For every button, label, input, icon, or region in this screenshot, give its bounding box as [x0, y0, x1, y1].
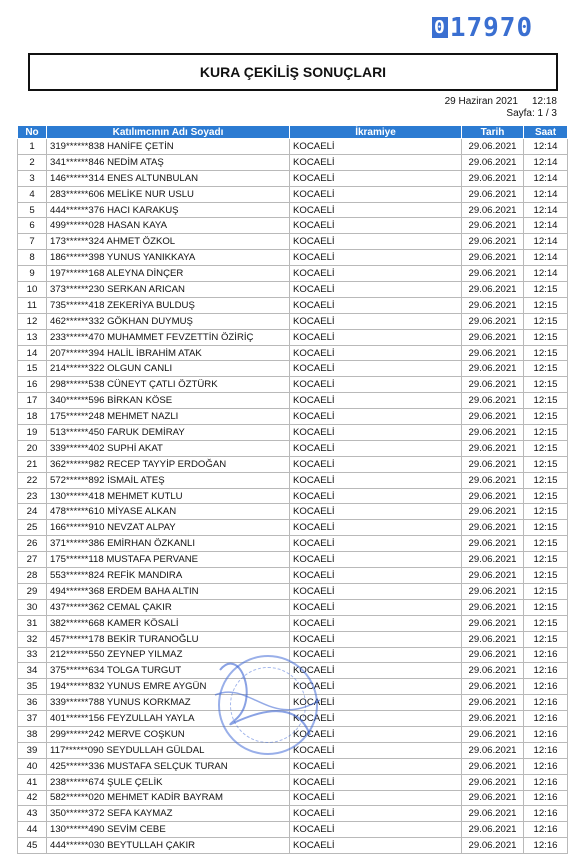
table-row: [18, 520, 568, 536]
cell-name: 572******892 İSMAİL ATEŞ: [47, 472, 290, 488]
cell-time: 12:15: [524, 504, 568, 520]
cell-time: 12:15: [524, 456, 568, 472]
cell-name: 173******324 AHMET ÖZKOL: [47, 234, 290, 250]
table-row: [18, 758, 568, 774]
page-indicator: Sayfa: 1 / 3: [506, 108, 557, 119]
cell-name: 175******118 MUSTAFA PERVANE: [47, 552, 290, 568]
cell-prize: KOCAELİ: [290, 726, 462, 742]
cell-time: 12:14: [524, 154, 568, 170]
results-table: [17, 125, 568, 854]
cell-time: 12:16: [524, 663, 568, 679]
cell-no: 35: [18, 679, 47, 695]
table-row: [18, 409, 568, 425]
cell-no: 18: [18, 409, 47, 425]
table-row: [18, 218, 568, 234]
cell-date: 29.06.2021: [462, 520, 524, 536]
cell-prize: KOCAELİ: [290, 711, 462, 727]
cell-date: 29.06.2021: [462, 631, 524, 647]
cell-name: 238******674 ŞULE ÇELİK: [47, 774, 290, 790]
cell-date: 29.06.2021: [462, 726, 524, 742]
cell-date: 29.06.2021: [462, 472, 524, 488]
cell-time: 12:16: [524, 822, 568, 838]
cell-prize: KOCAELİ: [290, 536, 462, 552]
table-row: [18, 711, 568, 727]
cell-date: 29.06.2021: [462, 409, 524, 425]
cell-name: 401******156 FEYZULLAH YAYLA: [47, 711, 290, 727]
cell-no: 10: [18, 282, 47, 298]
cell-no: 42: [18, 790, 47, 806]
cell-prize: KOCAELİ: [290, 583, 462, 599]
cell-prize: KOCAELİ: [290, 822, 462, 838]
cell-prize: KOCAELİ: [290, 377, 462, 393]
table-row: [18, 726, 568, 742]
table-row: [18, 663, 568, 679]
table-row: [18, 838, 568, 854]
cell-date: 29.06.2021: [462, 313, 524, 329]
table-row: [18, 313, 568, 329]
cell-time: 12:15: [524, 425, 568, 441]
cell-date: 29.06.2021: [462, 647, 524, 663]
cell-no: 4: [18, 186, 47, 202]
cell-no: 2: [18, 154, 47, 170]
cell-no: 44: [18, 822, 47, 838]
cell-no: 14: [18, 345, 47, 361]
cell-date: 29.06.2021: [462, 282, 524, 298]
table-row: [18, 774, 568, 790]
table-row: [18, 615, 568, 631]
table-row: [18, 377, 568, 393]
cell-no: 29: [18, 583, 47, 599]
cell-no: 26: [18, 536, 47, 552]
cell-prize: KOCAELİ: [290, 154, 462, 170]
cell-name: 350******372 SEFA KAYMAZ: [47, 806, 290, 822]
cell-date: 29.06.2021: [462, 568, 524, 584]
cell-prize: KOCAELİ: [290, 838, 462, 854]
cell-prize: KOCAELİ: [290, 186, 462, 202]
table-row: [18, 170, 568, 186]
cell-no: 39: [18, 742, 47, 758]
cell-prize: KOCAELİ: [290, 361, 462, 377]
cell-name: 283******606 MELİKE NUR USLU: [47, 186, 290, 202]
cell-prize: KOCAELİ: [290, 758, 462, 774]
cell-time: 12:15: [524, 472, 568, 488]
cell-name: 362******982 RECEP TAYYİP ERDOĞAN: [47, 456, 290, 472]
cell-name: 382******668 KAMER KÖSALİ: [47, 615, 290, 631]
cell-prize: KOCAELİ: [290, 568, 462, 584]
cell-name: 462******332 GÖKHAN DUYMUŞ: [47, 313, 290, 329]
cell-date: 29.06.2021: [462, 488, 524, 504]
table-row: [18, 266, 568, 282]
cell-no: 21: [18, 456, 47, 472]
cell-prize: KOCAELİ: [290, 297, 462, 313]
cell-prize: KOCAELİ: [290, 345, 462, 361]
cell-date: 29.06.2021: [462, 218, 524, 234]
page-title-text: KURA ÇEKİLİŞ SONUÇLARI: [199, 64, 387, 80]
cell-name: 166******910 NEVZAT ALPAY: [47, 520, 290, 536]
cell-name: 444******376 HACI KARAKUŞ: [47, 202, 290, 218]
cell-date: 29.06.2021: [462, 806, 524, 822]
table-row: [18, 631, 568, 647]
document-meta: [445, 96, 557, 120]
cell-time: 12:15: [524, 361, 568, 377]
cell-date: 29.06.2021: [462, 361, 524, 377]
cell-date: 29.06.2021: [462, 536, 524, 552]
table-row: [18, 329, 568, 345]
cell-date: 29.06.2021: [462, 599, 524, 615]
cell-no: 33: [18, 647, 47, 663]
cell-date: 29.06.2021: [462, 695, 524, 711]
cell-no: 24: [18, 504, 47, 520]
cell-no: 45: [18, 838, 47, 854]
stamp-prefix: 0: [434, 17, 446, 38]
cell-name: 299******242 MERVE COŞKUN: [47, 726, 290, 742]
cell-no: 13: [18, 329, 47, 345]
table-row: [18, 186, 568, 202]
cell-name: 437******362 CEMAL ÇAKIR: [47, 599, 290, 615]
table-row: [18, 345, 568, 361]
cell-no: 11: [18, 297, 47, 313]
cell-time: 12:14: [524, 170, 568, 186]
cell-time: 12:15: [524, 631, 568, 647]
cell-name: 444******030 BEYTULLAH ÇAKIR: [47, 838, 290, 854]
cell-date: 29.06.2021: [462, 170, 524, 186]
cell-prize: KOCAELİ: [290, 234, 462, 250]
cell-no: 1: [18, 139, 47, 155]
cell-no: 40: [18, 758, 47, 774]
cell-no: 28: [18, 568, 47, 584]
cell-date: 29.06.2021: [462, 297, 524, 313]
cell-date: 29.06.2021: [462, 742, 524, 758]
cell-name: 373******230 SERKAN ARICAN: [47, 282, 290, 298]
cell-time: 12:15: [524, 583, 568, 599]
cell-date: 29.06.2021: [462, 679, 524, 695]
cell-date: 29.06.2021: [462, 393, 524, 409]
table-row: [18, 583, 568, 599]
cell-name: 117******090 SEYDULLAH GÜLDAL: [47, 742, 290, 758]
cell-time: 12:14: [524, 250, 568, 266]
cell-prize: KOCAELİ: [290, 663, 462, 679]
cell-date: 29.06.2021: [462, 329, 524, 345]
cell-prize: KOCAELİ: [290, 329, 462, 345]
cell-no: 8: [18, 250, 47, 266]
cell-prize: KOCAELİ: [290, 266, 462, 282]
cell-date: 29.06.2021: [462, 266, 524, 282]
cell-date: 29.06.2021: [462, 186, 524, 202]
cell-date: 29.06.2021: [462, 790, 524, 806]
cell-no: 27: [18, 552, 47, 568]
cell-name: 233******470 MUHAMMET FEVZETTİN ÖZİRİÇ: [47, 329, 290, 345]
document-number-stamp: [432, 13, 533, 43]
cell-date: 29.06.2021: [462, 774, 524, 790]
cell-no: 32: [18, 631, 47, 647]
table-row: [18, 139, 568, 155]
cell-time: 12:15: [524, 488, 568, 504]
cell-name: 175******248 MEHMET NAZLI: [47, 409, 290, 425]
cell-date: 29.06.2021: [462, 504, 524, 520]
cell-no: 36: [18, 695, 47, 711]
cell-prize: KOCAELİ: [290, 520, 462, 536]
print-time: 12:18: [531, 96, 557, 107]
cell-time: 12:15: [524, 568, 568, 584]
cell-date: 29.06.2021: [462, 234, 524, 250]
table-row: [18, 250, 568, 266]
cell-prize: KOCAELİ: [290, 218, 462, 234]
table-row: [18, 297, 568, 313]
cell-no: 16: [18, 377, 47, 393]
table-row: [18, 361, 568, 377]
cell-prize: KOCAELİ: [290, 742, 462, 758]
table-row: [18, 568, 568, 584]
cell-name: 339******402 SUPHİ AKAT: [47, 440, 290, 456]
column-header-prize: İkramiye: [290, 126, 462, 139]
cell-time: 12:15: [524, 615, 568, 631]
table-row: [18, 282, 568, 298]
cell-time: 12:14: [524, 218, 568, 234]
cell-date: 29.06.2021: [462, 822, 524, 838]
cell-prize: KOCAELİ: [290, 456, 462, 472]
cell-name: 146******314 ENES ALTUNBULAN: [47, 170, 290, 186]
cell-time: 12:16: [524, 758, 568, 774]
cell-time: 12:14: [524, 234, 568, 250]
table-row: [18, 552, 568, 568]
cell-no: 15: [18, 361, 47, 377]
cell-no: 9: [18, 266, 47, 282]
cell-time: 12:16: [524, 695, 568, 711]
cell-no: 19: [18, 425, 47, 441]
table-row: [18, 695, 568, 711]
table-row: [18, 202, 568, 218]
cell-date: 29.06.2021: [462, 345, 524, 361]
cell-time: 12:16: [524, 806, 568, 822]
cell-prize: KOCAELİ: [290, 472, 462, 488]
cell-name: 197******168 ALEYNA DİNÇER: [47, 266, 290, 282]
table-row: [18, 536, 568, 552]
cell-time: 12:16: [524, 790, 568, 806]
cell-date: 29.06.2021: [462, 440, 524, 456]
page-title: [28, 53, 558, 91]
cell-name: 130******418 MEHMET KUTLU: [47, 488, 290, 504]
cell-no: 23: [18, 488, 47, 504]
cell-time: 12:15: [524, 282, 568, 298]
cell-time: 12:16: [524, 774, 568, 790]
table-row: [18, 393, 568, 409]
cell-no: 5: [18, 202, 47, 218]
cell-time: 12:16: [524, 838, 568, 854]
table-row: [18, 742, 568, 758]
column-header-date: Tarih: [462, 126, 524, 139]
table-row: [18, 679, 568, 695]
cell-date: 29.06.2021: [462, 456, 524, 472]
cell-time: 12:15: [524, 536, 568, 552]
cell-time: 12:15: [524, 329, 568, 345]
cell-no: 25: [18, 520, 47, 536]
cell-time: 12:15: [524, 552, 568, 568]
cell-name: 341******846 NEDİM ATAŞ: [47, 154, 290, 170]
cell-no: 37: [18, 711, 47, 727]
table-row: [18, 472, 568, 488]
cell-time: 12:16: [524, 679, 568, 695]
cell-name: 735******418 ZEKERİYA BULDUŞ: [47, 297, 290, 313]
cell-name: 457******178 BEKİR TURANOĞLU: [47, 631, 290, 647]
table-header-row: [18, 126, 568, 139]
cell-date: 29.06.2021: [462, 758, 524, 774]
cell-date: 29.06.2021: [462, 838, 524, 854]
column-header-time: Saat: [524, 126, 568, 139]
cell-date: 29.06.2021: [462, 377, 524, 393]
table-row: [18, 425, 568, 441]
cell-prize: KOCAELİ: [290, 409, 462, 425]
cell-prize: KOCAELİ: [290, 806, 462, 822]
cell-prize: KOCAELİ: [290, 425, 462, 441]
cell-no: 12: [18, 313, 47, 329]
cell-name: 186******398 YUNUS YANIKKAYA: [47, 250, 290, 266]
cell-no: 41: [18, 774, 47, 790]
cell-name: 298******538 CÜNEYT ÇATLI ÖZTÜRK: [47, 377, 290, 393]
cell-time: 12:15: [524, 297, 568, 313]
table-row: [18, 456, 568, 472]
cell-date: 29.06.2021: [462, 583, 524, 599]
cell-prize: KOCAELİ: [290, 695, 462, 711]
table-row: [18, 599, 568, 615]
cell-time: 12:15: [524, 377, 568, 393]
table-row: [18, 440, 568, 456]
cell-date: 29.06.2021: [462, 425, 524, 441]
column-header-no: No: [18, 126, 47, 139]
cell-date: 29.06.2021: [462, 711, 524, 727]
cell-prize: KOCAELİ: [290, 393, 462, 409]
cell-prize: KOCAELİ: [290, 250, 462, 266]
cell-time: 12:15: [524, 409, 568, 425]
cell-date: 29.06.2021: [462, 552, 524, 568]
cell-prize: KOCAELİ: [290, 139, 462, 155]
cell-time: 12:16: [524, 726, 568, 742]
cell-name: 425******336 MUSTAFA SELÇUK TURAN: [47, 758, 290, 774]
cell-time: 12:14: [524, 139, 568, 155]
cell-no: 38: [18, 726, 47, 742]
cell-no: 30: [18, 599, 47, 615]
table-row: [18, 822, 568, 838]
cell-time: 12:15: [524, 440, 568, 456]
cell-name: 319******838 HANİFE ÇETİN: [47, 139, 290, 155]
cell-name: 371******386 EMİRHAN ÖZKANLI: [47, 536, 290, 552]
cell-name: 582******020 MEHMET KADİR BAYRAM: [47, 790, 290, 806]
cell-no: 34: [18, 663, 47, 679]
cell-name: 212******550 ZEYNEP YILMAZ: [47, 647, 290, 663]
cell-name: 194******832 YUNUS EMRE AYGÜN: [47, 679, 290, 695]
cell-no: 3: [18, 170, 47, 186]
cell-time: 12:15: [524, 599, 568, 615]
cell-time: 12:15: [524, 345, 568, 361]
cell-prize: KOCAELİ: [290, 488, 462, 504]
cell-date: 29.06.2021: [462, 202, 524, 218]
table-row: [18, 806, 568, 822]
table-row: [18, 790, 568, 806]
cell-name: 214******322 OLGUN CANLI: [47, 361, 290, 377]
stamp-number: 17970: [449, 13, 534, 43]
table-row: [18, 154, 568, 170]
cell-no: 22: [18, 472, 47, 488]
cell-prize: KOCAELİ: [290, 631, 462, 647]
cell-time: 12:15: [524, 520, 568, 536]
cell-prize: KOCAELİ: [290, 679, 462, 695]
cell-no: 6: [18, 218, 47, 234]
cell-prize: KOCAELİ: [290, 790, 462, 806]
cell-prize: KOCAELİ: [290, 313, 462, 329]
cell-prize: KOCAELİ: [290, 170, 462, 186]
cell-name: 340******596 BİRKAN KÖSE: [47, 393, 290, 409]
cell-date: 29.06.2021: [462, 139, 524, 155]
print-date: 29 Haziran 2021: [444, 96, 518, 107]
cell-prize: KOCAELİ: [290, 504, 462, 520]
cell-time: 12:14: [524, 266, 568, 282]
cell-date: 29.06.2021: [462, 250, 524, 266]
cell-prize: KOCAELİ: [290, 615, 462, 631]
cell-name: 499******028 HASAN KAYA: [47, 218, 290, 234]
cell-no: 43: [18, 806, 47, 822]
cell-time: 12:15: [524, 393, 568, 409]
cell-name: 478******610 MİYASE ALKAN: [47, 504, 290, 520]
cell-no: 17: [18, 393, 47, 409]
cell-date: 29.06.2021: [462, 663, 524, 679]
table-body: [18, 139, 568, 854]
cell-name: 553******824 REFİK MANDIRA: [47, 568, 290, 584]
table-row: [18, 234, 568, 250]
cell-prize: KOCAELİ: [290, 647, 462, 663]
cell-name: 513******450 FARUK DEMİRAY: [47, 425, 290, 441]
cell-date: 29.06.2021: [462, 154, 524, 170]
cell-prize: KOCAELİ: [290, 282, 462, 298]
cell-time: 12:15: [524, 313, 568, 329]
cell-time: 12:14: [524, 202, 568, 218]
table-row: [18, 488, 568, 504]
cell-time: 12:16: [524, 711, 568, 727]
cell-time: 12:14: [524, 186, 568, 202]
cell-prize: KOCAELİ: [290, 202, 462, 218]
cell-date: 29.06.2021: [462, 615, 524, 631]
cell-time: 12:16: [524, 742, 568, 758]
column-header-name: Katılımcının Adı Soyadı: [47, 126, 290, 139]
cell-no: 20: [18, 440, 47, 456]
cell-no: 7: [18, 234, 47, 250]
cell-prize: KOCAELİ: [290, 599, 462, 615]
cell-name: 494******368 ERDEM BAHA ALTIN: [47, 583, 290, 599]
table-row: [18, 647, 568, 663]
cell-name: 207******394 HALİL İBRAHİM ATAK: [47, 345, 290, 361]
cell-prize: KOCAELİ: [290, 440, 462, 456]
cell-name: 375******634 TOLGA TURGUT: [47, 663, 290, 679]
table-row: [18, 504, 568, 520]
cell-no: 31: [18, 615, 47, 631]
cell-prize: KOCAELİ: [290, 774, 462, 790]
cell-name: 130******490 SEVİM CEBE: [47, 822, 290, 838]
cell-time: 12:16: [524, 647, 568, 663]
cell-name: 339******788 YUNUS KORKMAZ: [47, 695, 290, 711]
cell-prize: KOCAELİ: [290, 552, 462, 568]
